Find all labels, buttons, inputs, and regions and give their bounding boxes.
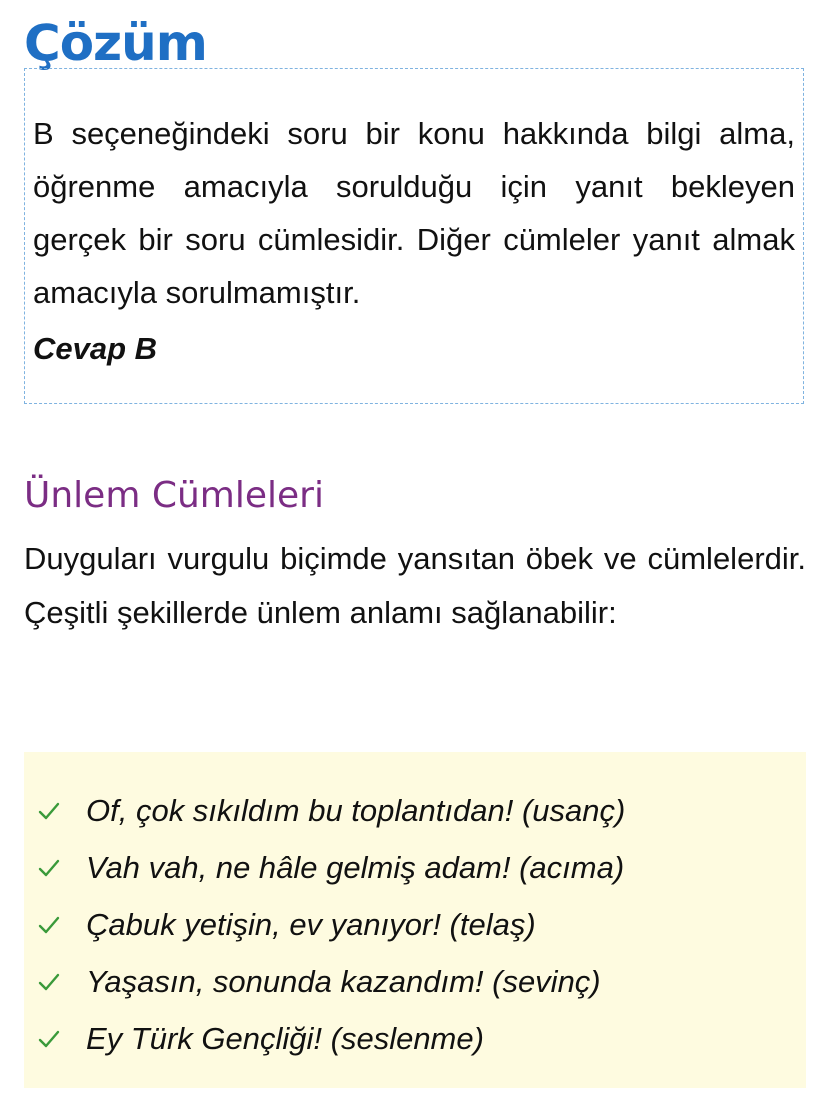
example-text: Of, çok sıkıldım bu toplantıdan! (usanç) — [86, 792, 626, 828]
answer-label: Cevap B — [33, 331, 158, 366]
solution-paragraph: B seçeneğindeki soru bir konu hakkında bilgi alma, öğrenme amacıyla sorulduğu için yanıt bekleyen gerçek bir soru cümlesidir. Diğer cümleler yanıt almak amacıyla sorulmamıştır. — [33, 116, 795, 310]
examples-box — [24, 752, 806, 1088]
solution-title: Çözüm — [24, 14, 207, 72]
list-item — [38, 896, 806, 953]
example-text: Ey Türk Gençliği! (seslenme) — [86, 1020, 484, 1056]
example-text: Çabuk yetişin, ev yanıyor! (telaş) — [86, 906, 536, 942]
check-icon — [38, 971, 60, 993]
solution-box — [24, 68, 804, 404]
examples-list — [38, 782, 806, 1067]
check-icon — [38, 857, 60, 879]
check-icon — [38, 1028, 60, 1050]
list-item — [38, 1010, 806, 1067]
list-item — [38, 782, 806, 839]
list-item — [38, 953, 806, 1010]
section-description: Duyguları vurgulu biçimde yansıtan öbek ve cümlelerdir. Çeşitli şekillerde ünlem anlamı sağlanabilir: — [24, 541, 806, 630]
check-icon — [38, 914, 60, 936]
example-text: Yaşasın, sonunda kazandım! (sevinç) — [86, 963, 601, 999]
check-icon — [38, 800, 60, 822]
section-title: Ünlem Cümleleri — [24, 475, 324, 516]
example-text: Vah vah, ne hâle gelmiş adam! (acıma) — [86, 849, 625, 885]
list-item — [38, 839, 806, 896]
